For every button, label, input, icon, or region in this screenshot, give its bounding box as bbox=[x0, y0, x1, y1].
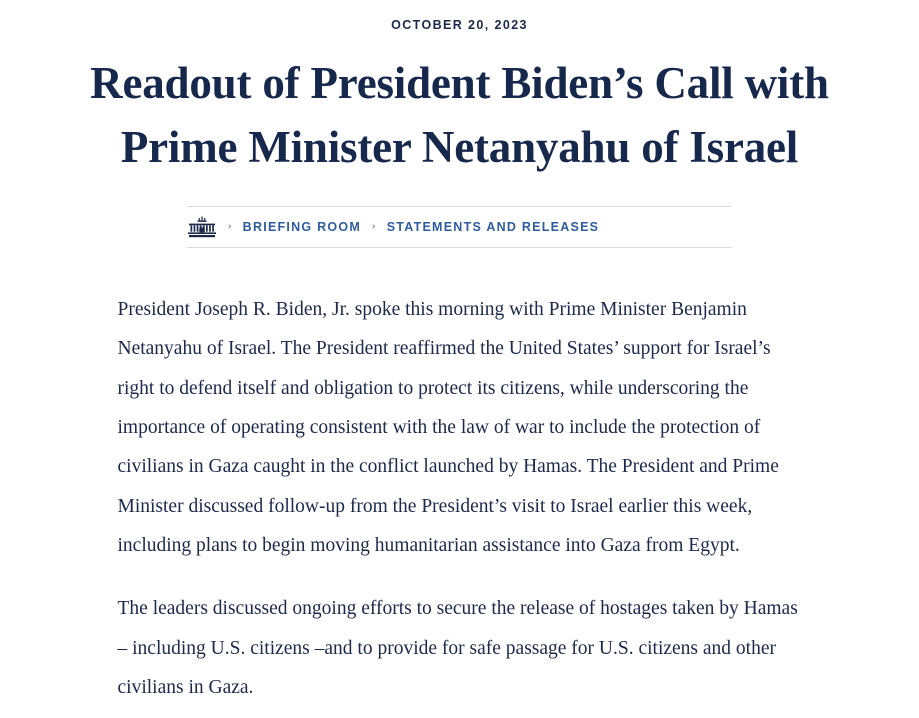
publish-date: OCTOBER 20, 2023 bbox=[391, 18, 528, 32]
page-title-line-2: Prime Minister Netanyahu of Israel bbox=[120, 121, 799, 172]
article-page bbox=[0, 18, 919, 708]
article-body bbox=[118, 290, 802, 708]
breadcrumb-separator-1: › bbox=[228, 220, 232, 233]
breadcrumb-item-briefing-room[interactable]: BRIEFING ROOM bbox=[242, 219, 362, 234]
white-house-icon[interactable] bbox=[187, 216, 217, 238]
article-paragraph-1: President Joseph R. Biden, Jr. spoke this morning with Prime Minister Benjamin Netanyahu of Israel. The President reaffirmed the United States’ support for Israel’s right to defend itself and obligation to protect its citizens, while underscoring the importance of operating consistent with the law of war to include the protection of civilians in Gaza caught in the conflict launched by Hamas. The President and Prime Minister discussed follow-up from the President’s visit to Israel earlier this week, including plans to begin moving humanitarian assistance into Gaza from Egypt. bbox=[117, 298, 779, 557]
page-title-line-1: Readout of President Biden’s Call with bbox=[90, 58, 829, 108]
article-paragraph-2: The leaders discussed ongoing efforts to secure the release of hostages taken by Hamas – including U.S. citizens –and to provide for safe passage for U.S. citizens and other civilians in Gaza. bbox=[117, 598, 798, 699]
page-title bbox=[22, 52, 897, 180]
breadcrumb-item-statements-and-releases[interactable]: STATEMENTS AND RELEASES bbox=[386, 219, 600, 234]
breadcrumb-separator-2: › bbox=[372, 220, 376, 233]
breadcrumb bbox=[187, 206, 732, 248]
